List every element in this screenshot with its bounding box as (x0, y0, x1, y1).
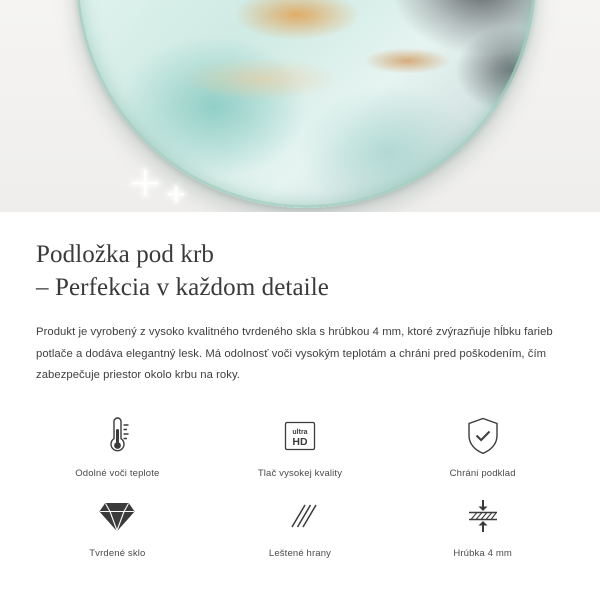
svg-text:ultra: ultra (292, 429, 308, 437)
shield-check-icon (464, 413, 502, 459)
feature-label: Leštené hrany (268, 548, 332, 560)
diamond-icon (96, 493, 138, 539)
ultra-hd-icon (280, 413, 320, 459)
glass-board-image (76, 0, 536, 208)
feature-label: Tvrdené sklo (89, 548, 146, 560)
page-title (36, 238, 564, 304)
headline-line-2: – Perfekcia v každom detaile (36, 274, 329, 301)
feature-grid (0, 413, 600, 559)
feature-label: Chráni podklad (449, 468, 516, 480)
hero-image (0, 0, 600, 212)
feature-item-protection (391, 413, 574, 479)
thermometer-icon (100, 413, 134, 459)
feature-item-temperature (26, 413, 209, 479)
feature-item-thickness (391, 493, 574, 559)
text-content (0, 212, 600, 387)
feature-label: Hrúbka 4 mm (453, 548, 512, 560)
thickness-arrows-icon (462, 493, 504, 539)
headline-line-1: Podložka pod krb (36, 241, 214, 268)
feature-item-polished-edges (209, 493, 392, 559)
feature-label: Tlač vysokej kvality (257, 468, 343, 480)
feature-item-tempered-glass (26, 493, 209, 559)
svg-text:HD: HD (292, 436, 308, 449)
feature-item-print-quality (209, 413, 392, 479)
polished-edges-icon (280, 493, 320, 539)
product-description: Produkt je vyrobený z vysoko kvalitného tvrdeného skla s hrúbkou 4 mm, ktoré zvýrazňuje hĺbku farieb potlače a dodáva elegantný lesk. Má odolnosť voči vysokým teplotám a chráni pred poškodením, čím zabezpečuje priestor okolo krbu na roky. (36, 326, 553, 382)
feature-label: Odolné voči teplote (75, 468, 160, 480)
